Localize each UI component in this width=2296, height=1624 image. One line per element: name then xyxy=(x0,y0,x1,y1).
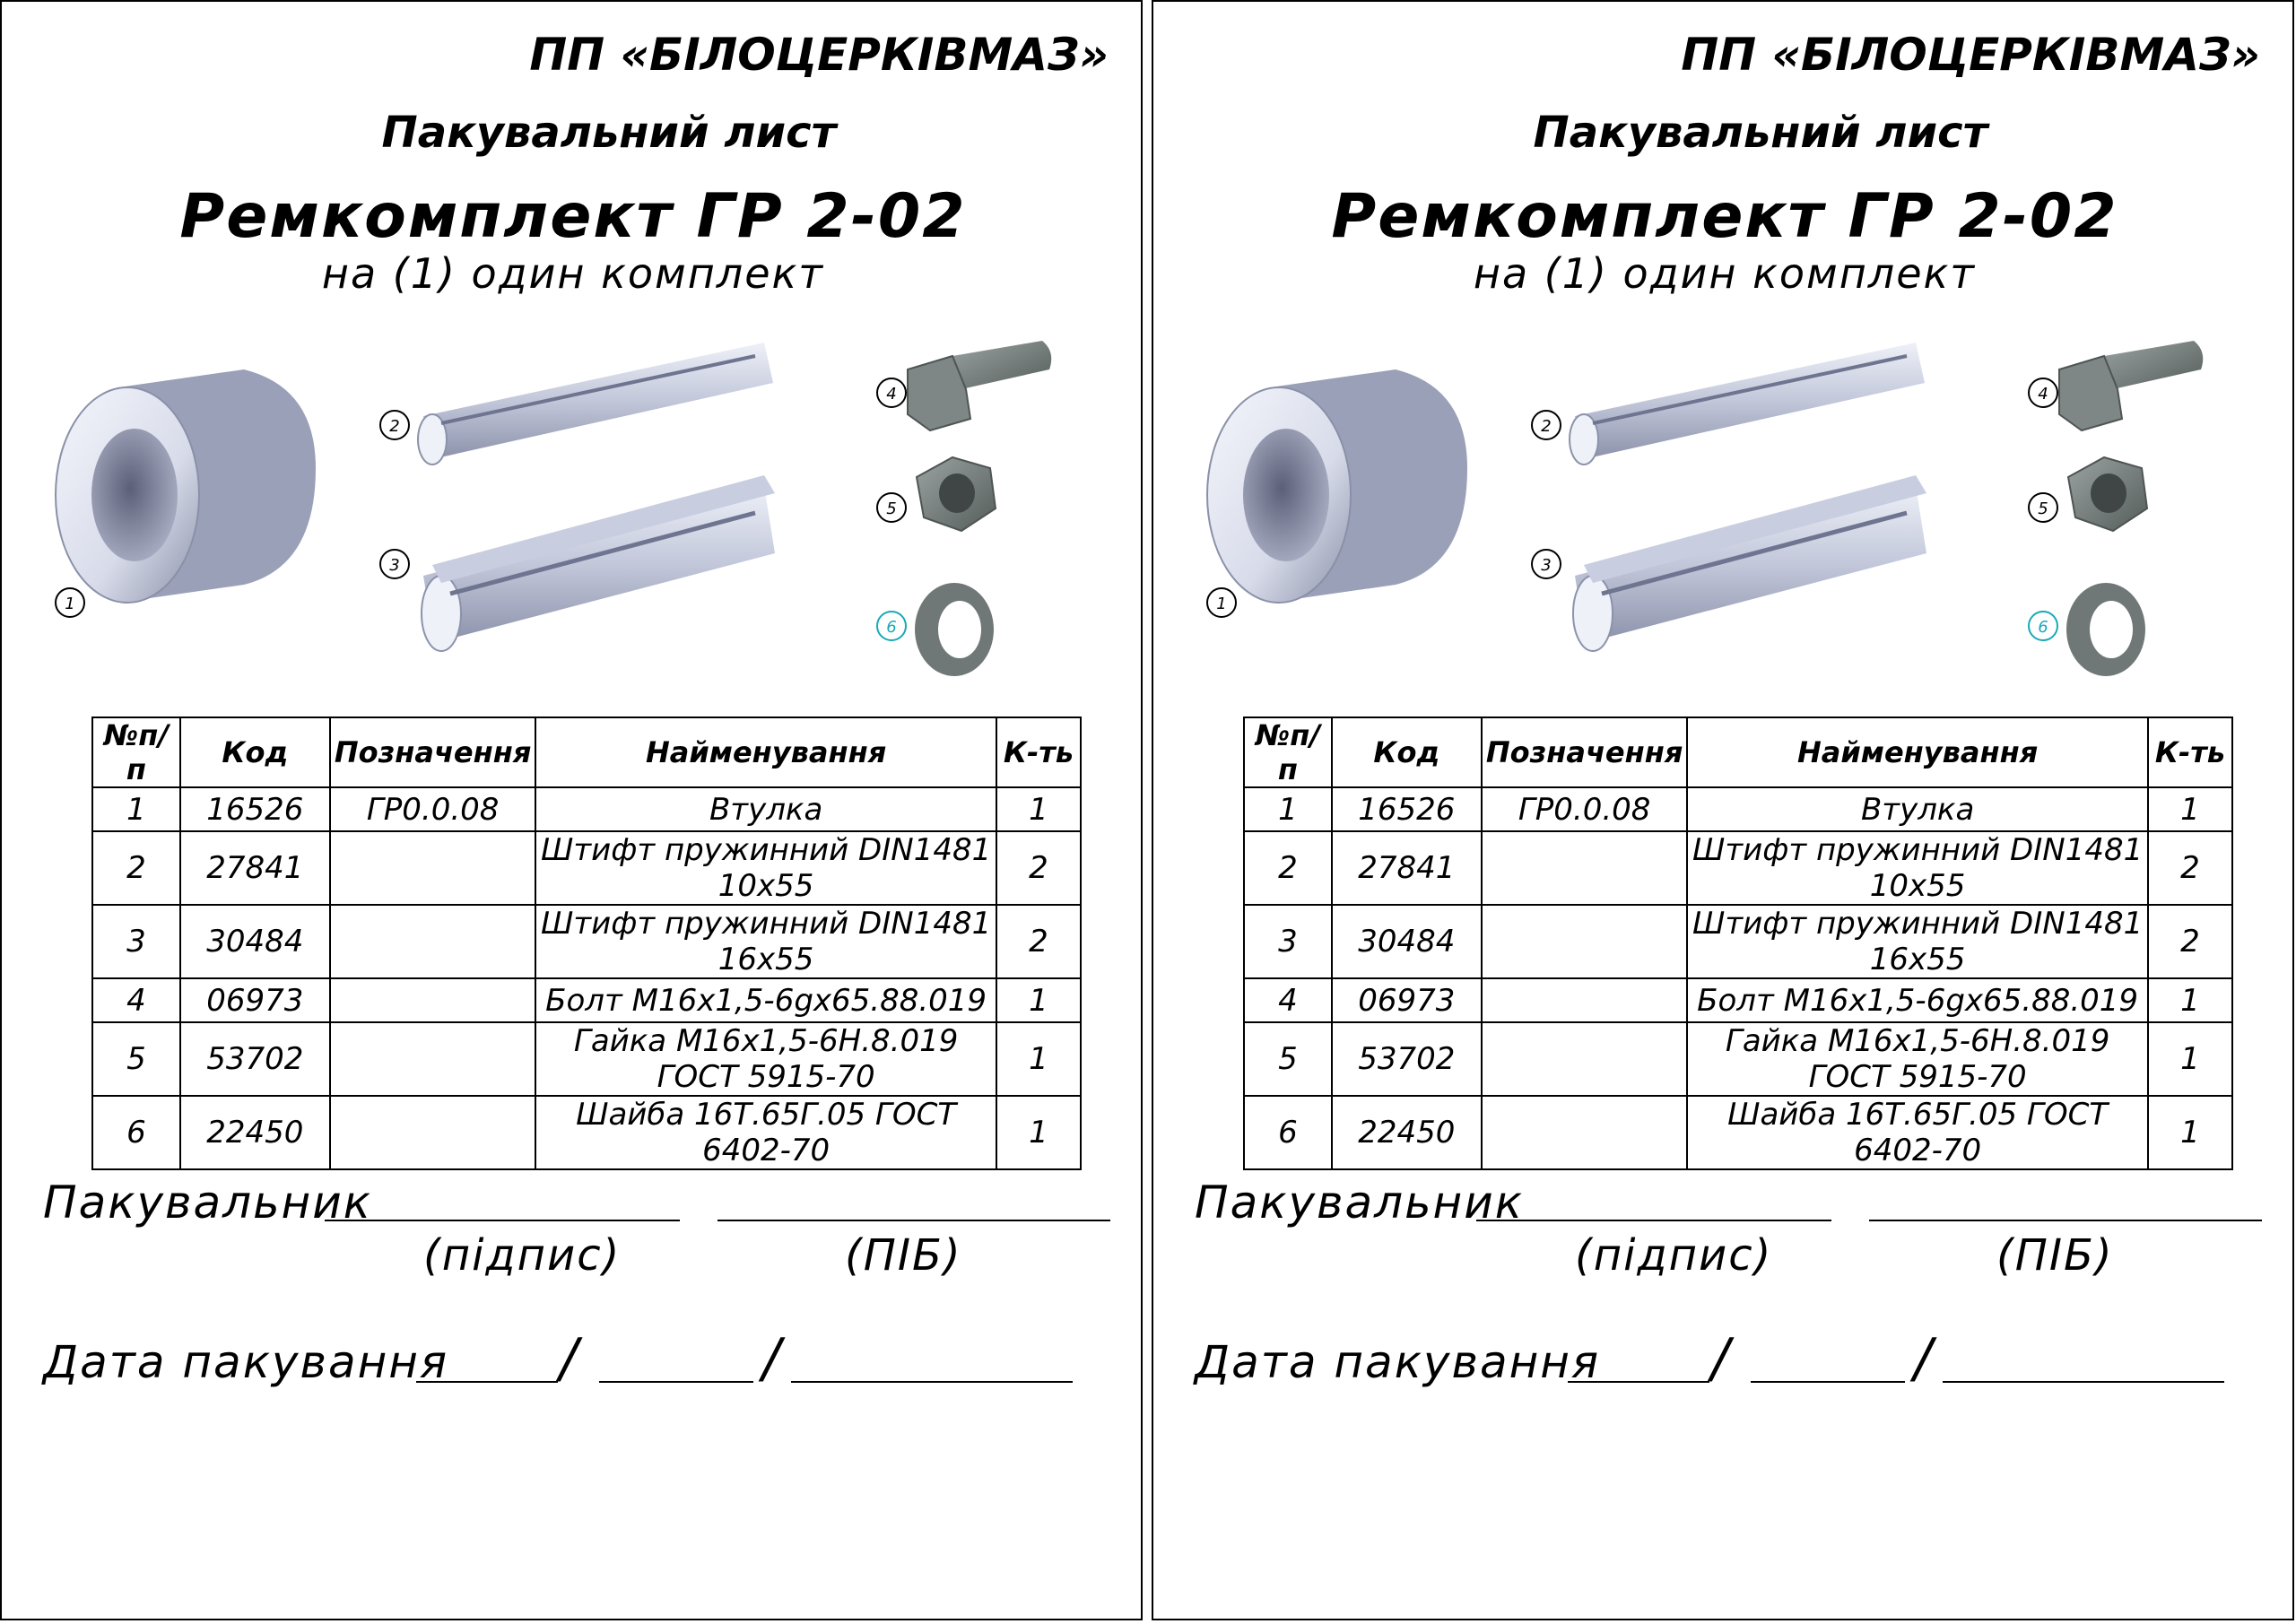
cell-name: Штифт пружинний DIN1481 16x55 xyxy=(535,905,996,978)
cell-code: 30484 xyxy=(180,905,330,978)
cell-index: 1 xyxy=(92,787,180,831)
cell-designation: ГР0.0.08 xyxy=(1482,787,1688,831)
packing-sheet-left xyxy=(0,0,1143,1620)
col-header-index: №п/п xyxy=(1244,717,1332,787)
table-row xyxy=(92,1096,1081,1169)
bushing-part xyxy=(56,369,316,603)
signature-caption: (підпис) xyxy=(423,1230,622,1281)
table-row xyxy=(92,787,1081,831)
svg-text:6: 6 xyxy=(886,618,897,637)
cell-qty: 1 xyxy=(996,1022,1081,1096)
callout-6 xyxy=(877,612,906,640)
callout-5 xyxy=(2029,493,2057,522)
table-row xyxy=(1244,1096,2232,1169)
cell-designation xyxy=(330,1022,536,1096)
cell-name: Болт М16х1,5-6gх65.88.019 xyxy=(535,978,996,1022)
cell-qty: 1 xyxy=(2148,978,2232,1022)
table-row xyxy=(92,1022,1081,1096)
cell-qty: 1 xyxy=(996,978,1081,1022)
table-row xyxy=(1244,1022,2232,1096)
packer-label: Пакувальник xyxy=(1195,1177,1524,1229)
cell-name: Штифт пружинний DIN1481 10x55 xyxy=(1687,831,2147,905)
svg-text:5: 5 xyxy=(2038,499,2048,518)
kit-subtitle: на (1) один комплект xyxy=(1473,249,1977,298)
cell-code: 06973 xyxy=(1332,978,1482,1022)
kit-title: Ремкомплект ГР 2-02 xyxy=(1331,181,2118,252)
cell-index: 3 xyxy=(1244,905,1332,978)
callout-1 xyxy=(1207,588,1236,617)
nut-part xyxy=(917,457,996,531)
cell-name: Штифт пружинний DIN1481 10x55 xyxy=(535,831,996,905)
signature-field[interactable] xyxy=(325,1177,680,1221)
callout-1 xyxy=(56,588,84,617)
spring-pin-large-part xyxy=(1573,475,1926,651)
packing-sheet-right xyxy=(1152,0,2294,1620)
cell-name: Втулка xyxy=(535,787,996,831)
date-day-field[interactable] xyxy=(1568,1338,1709,1383)
col-header-code: Код xyxy=(180,717,330,787)
table-row xyxy=(1244,831,2232,905)
cell-designation xyxy=(330,905,536,978)
cell-index: 6 xyxy=(92,1096,180,1169)
cell-code: 22450 xyxy=(1332,1096,1482,1169)
date-separator: / xyxy=(1914,1327,1933,1390)
callout-5 xyxy=(877,493,906,522)
signature-field[interactable] xyxy=(1476,1177,1831,1221)
cell-designation: ГР0.0.08 xyxy=(330,787,536,831)
svg-text:1: 1 xyxy=(65,595,75,613)
kit-subtitle: на (1) один комплект xyxy=(321,249,825,298)
cell-qty: 1 xyxy=(996,1096,1081,1169)
cell-name: Гайка М16х1,5-6Н.8.019 ГОСТ 5915-70 xyxy=(535,1022,996,1096)
cell-designation xyxy=(1482,905,1688,978)
date-separator: / xyxy=(560,1327,578,1390)
date-day-field[interactable] xyxy=(416,1338,558,1383)
cell-index: 5 xyxy=(92,1022,180,1096)
callout-2 xyxy=(1532,411,1561,439)
date-year-field[interactable] xyxy=(791,1338,1073,1383)
svg-text:4: 4 xyxy=(886,385,897,404)
cell-code: 30484 xyxy=(1332,905,1482,978)
cell-code: 06973 xyxy=(180,978,330,1022)
date-separator: / xyxy=(762,1327,781,1390)
cell-code: 16526 xyxy=(1332,787,1482,831)
cell-designation xyxy=(330,1096,536,1169)
cell-qty: 2 xyxy=(996,905,1081,978)
table-header-row xyxy=(92,717,1081,787)
spring-pin-small-part xyxy=(1570,343,1925,465)
callout-2 xyxy=(380,411,409,439)
cell-name: Шайба 16Т.65Г.05 ГОСТ 6402-70 xyxy=(1687,1096,2147,1169)
cell-name: Болт М16х1,5-6gх65.88.019 xyxy=(1687,978,2147,1022)
kit-title: Ремкомплект ГР 2-02 xyxy=(179,181,967,252)
cell-index: 4 xyxy=(92,978,180,1022)
parts-illustration xyxy=(47,334,1105,692)
spring-pin-small-part xyxy=(418,343,778,468)
cell-designation xyxy=(330,831,536,905)
table-row xyxy=(92,905,1081,978)
svg-text:3: 3 xyxy=(389,556,400,575)
cell-qty: 2 xyxy=(2148,831,2232,905)
svg-text:5: 5 xyxy=(886,499,897,518)
col-header-index: №п/п xyxy=(92,717,180,787)
company-name: ПП «БІЛОЦЕРКІВМАЗ» xyxy=(529,29,1109,81)
table-row xyxy=(1244,978,2232,1022)
cell-index: 6 xyxy=(1244,1096,1332,1169)
nut-part xyxy=(2068,457,2147,531)
callout-4 xyxy=(877,378,906,407)
parts-table xyxy=(91,716,1082,1170)
cell-designation xyxy=(1482,831,1688,905)
col-header-designation: Позначення xyxy=(330,717,536,787)
callout-3 xyxy=(1532,550,1561,578)
cell-qty: 1 xyxy=(2148,787,2232,831)
svg-text:2: 2 xyxy=(389,417,400,436)
date-month-field[interactable] xyxy=(599,1338,753,1383)
cell-qty: 1 xyxy=(2148,1022,2232,1096)
document-type: Пакувальний лист xyxy=(381,108,837,158)
cell-code: 53702 xyxy=(1332,1022,1482,1096)
cell-name: Шайба 16Т.65Г.05 ГОСТ 6402-70 xyxy=(535,1096,996,1169)
cell-code: 27841 xyxy=(180,831,330,905)
col-header-code: Код xyxy=(1332,717,1482,787)
svg-text:1: 1 xyxy=(1216,595,1227,613)
col-header-qty: К-ть xyxy=(2148,717,2232,787)
cell-qty: 2 xyxy=(2148,905,2232,978)
table-row xyxy=(1244,905,2232,978)
callout-6 xyxy=(2029,612,2057,640)
col-header-name: Найменування xyxy=(1687,717,2147,787)
bolt-part xyxy=(2059,341,2203,430)
svg-text:4: 4 xyxy=(2038,385,2048,404)
table-row xyxy=(1244,787,2232,831)
cell-designation xyxy=(1482,1022,1688,1096)
date-month-field[interactable] xyxy=(1751,1338,1905,1383)
table-header-row xyxy=(1244,717,2232,787)
cell-index: 3 xyxy=(92,905,180,978)
cell-index: 2 xyxy=(1244,831,1332,905)
col-header-name: Найменування xyxy=(535,717,996,787)
cell-index: 5 xyxy=(1244,1022,1332,1096)
col-header-qty: К-ть xyxy=(996,717,1081,787)
cell-code: 53702 xyxy=(180,1022,330,1096)
cell-qty: 1 xyxy=(996,787,1081,831)
full-name-field[interactable] xyxy=(718,1177,1110,1221)
parts-table xyxy=(1243,716,2233,1170)
date-separator: / xyxy=(1711,1327,1730,1390)
cell-qty: 1 xyxy=(2148,1096,2232,1169)
cell-qty: 2 xyxy=(996,831,1081,905)
document-type: Пакувальний лист xyxy=(1533,108,1988,158)
full-name-caption: (ПІБ) xyxy=(1996,1230,2114,1281)
signature-caption: (підпис) xyxy=(1575,1230,1773,1281)
spring-pin-large-part xyxy=(422,475,775,651)
full-name-field[interactable] xyxy=(1869,1177,2262,1221)
parts-illustration xyxy=(1198,334,2257,692)
packing-date-label: Дата пакування xyxy=(1195,1336,1601,1388)
date-year-field[interactable] xyxy=(1943,1338,2224,1383)
cell-index: 4 xyxy=(1244,978,1332,1022)
callout-4 xyxy=(2029,378,2057,407)
svg-text:6: 6 xyxy=(2038,618,2048,637)
cell-code: 22450 xyxy=(180,1096,330,1169)
cell-code: 27841 xyxy=(1332,831,1482,905)
packing-date-label: Дата пакування xyxy=(43,1336,449,1388)
cell-designation xyxy=(330,978,536,1022)
table-row xyxy=(92,831,1081,905)
cell-designation xyxy=(1482,978,1688,1022)
cell-index: 1 xyxy=(1244,787,1332,831)
cell-name: Штифт пружинний DIN1481 16x55 xyxy=(1687,905,2147,978)
packer-label: Пакувальник xyxy=(43,1177,372,1229)
full-name-caption: (ПІБ) xyxy=(845,1230,962,1281)
cell-name: Гайка М16х1,5-6Н.8.019 ГОСТ 5915-70 xyxy=(1687,1022,2147,1096)
cell-name: Втулка xyxy=(1687,787,2147,831)
bushing-part xyxy=(1207,369,1467,603)
svg-text:3: 3 xyxy=(1541,556,1552,575)
cell-designation xyxy=(1482,1096,1688,1169)
washer-part xyxy=(915,583,994,676)
cell-index: 2 xyxy=(92,831,180,905)
col-header-designation: Позначення xyxy=(1482,717,1688,787)
cell-code: 16526 xyxy=(180,787,330,831)
bolt-part xyxy=(908,341,1051,430)
svg-text:2: 2 xyxy=(1541,417,1552,436)
washer-part xyxy=(2066,583,2145,676)
company-name: ПП «БІЛОЦЕРКІВМАЗ» xyxy=(1681,29,2260,81)
table-row xyxy=(92,978,1081,1022)
callout-3 xyxy=(380,550,409,578)
